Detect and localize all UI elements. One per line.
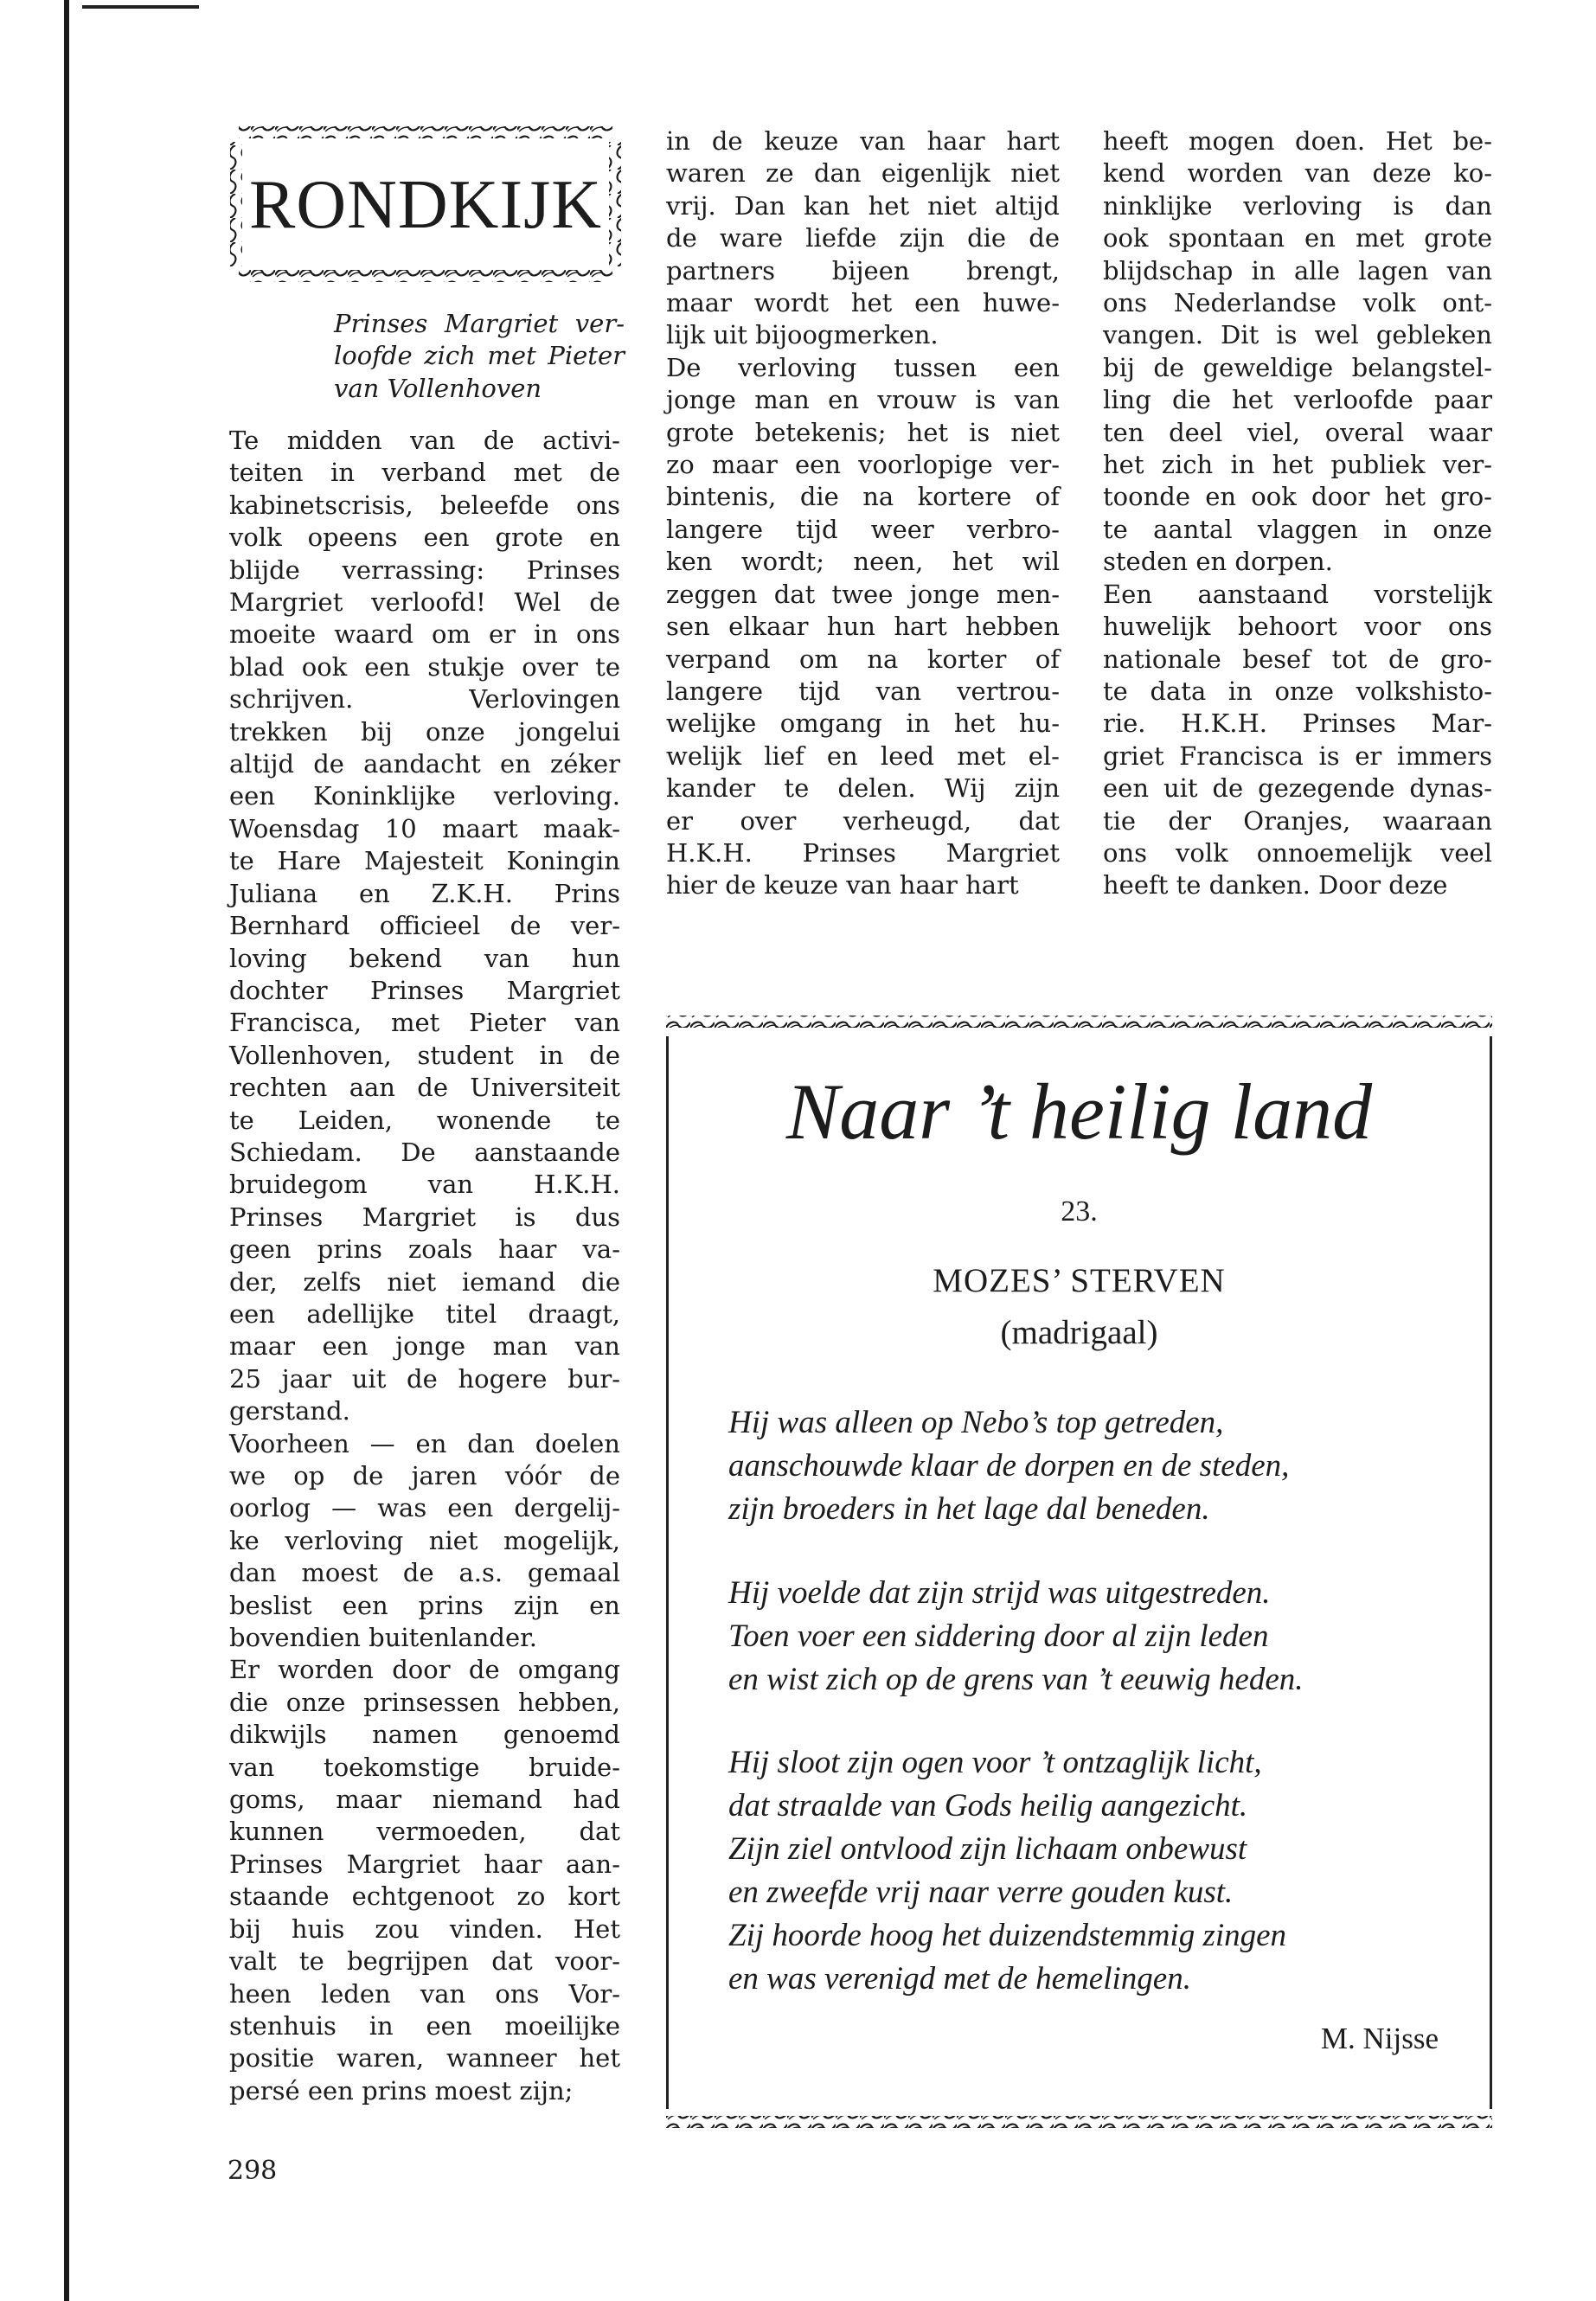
article-line: Een aanstaand vorstelijk	[1103, 579, 1492, 609]
article-line: kunnen vermoeden, dat	[229, 1817, 620, 1847]
article-line: te Hare Majesteit Koningin	[229, 846, 620, 876]
article-line: ken wordt; neen, het wil	[666, 547, 1060, 577]
article-line: heeft te danken. Door deze	[1103, 870, 1448, 901]
article-line: Voorheen — en dan doelen	[229, 1428, 620, 1458]
article-line: bintenis, die na kortere of	[666, 482, 1060, 512]
article-line: de ware liefde zijn die de	[666, 223, 1060, 253]
article-line: zo maar een voorlopige ver-	[666, 450, 1060, 480]
poem-line: Hij voelde dat zijn strijd was uitgestreden.	[728, 1575, 1271, 1611]
article-line: bij huis zou vinden. Het	[229, 1913, 620, 1944]
poem-line: Hij sloot zijn ogen voor ’t ontzaglijk licht,	[728, 1745, 1262, 1780]
article-line: der, zelfs niet iemand die	[229, 1266, 620, 1297]
subtitle-line: van Vollenhoven	[334, 373, 542, 403]
article-line: griet Francisca is er immers	[1103, 740, 1492, 771]
article-line: 25 jaar uit de hogere bur-	[229, 1363, 620, 1394]
article-line: welijk lief en leed met el-	[666, 740, 1060, 771]
article-line: valt te begrijpen dat voor-	[229, 1946, 620, 1977]
article-line: te aantal vlaggen in onze	[1103, 514, 1492, 544]
poem-line: en was verenigd met de hemelingen.	[728, 1961, 1191, 1997]
article-line: bovendien buitenlander.	[229, 1623, 538, 1653]
article-line: jonge man en vrouw is van	[666, 385, 1060, 415]
article-line: ook spontaan en met grote	[1103, 223, 1492, 253]
article-line: ons Nederlandse volk ont-	[1103, 288, 1492, 318]
article-line: welijke omgang in het hu-	[666, 708, 1060, 739]
article-line: ke verloving niet mogelijk,	[229, 1525, 620, 1555]
poem-stanza	[728, 1741, 1286, 2001]
article-line: altijd de aandacht en zéker	[229, 749, 620, 779]
article-line: H.K.H. Prinses Margriet	[666, 837, 1060, 868]
article-line: het zich in het publiek ver-	[1103, 450, 1492, 480]
article-line: Vollenhoven, student in de	[229, 1040, 620, 1070]
article-line: grote betekenis; het is niet	[666, 417, 1060, 447]
poem-genre: (madrigaal)	[1000, 1314, 1158, 1351]
poem-line: aanschouwde klaar de dorpen en de steden,	[728, 1448, 1290, 1484]
article-line: zeggen dat twee jonge men-	[666, 579, 1060, 609]
article-line: langere tijd van vertrou-	[666, 676, 1060, 706]
article-line: Margriet verloofd! Wel de	[229, 587, 620, 618]
article-line: blijde verrassing: Prinses	[229, 554, 620, 585]
article-line: persé een prins moest zijn;	[229, 2075, 574, 2106]
scan-edge-top	[82, 5, 199, 9]
article-line: nationale besef tot de gro-	[1103, 644, 1492, 674]
article-line: verpand om na korter of	[666, 644, 1060, 674]
article-column-1	[229, 425, 620, 2107]
article-line: van toekomstige bruide-	[229, 1752, 620, 1782]
article-line: heen leden van ons Vor-	[229, 1978, 620, 2009]
article-line: dochter Prinses Margriet	[229, 975, 620, 1005]
article-line: Francisca, met Pieter van	[229, 1008, 620, 1038]
article-subtitle	[334, 308, 625, 405]
article-line: Woensdag 10 maart maak-	[229, 813, 620, 843]
article-line: blijdschap in alle lagen van	[1103, 255, 1492, 285]
article-line: Bernhard officieel de ver-	[229, 911, 620, 941]
article-line: oorlog — was een dergelij-	[229, 1493, 620, 1523]
article-line: volk opeens een grote en	[229, 522, 620, 553]
article-line: teiten in verband met de	[229, 458, 620, 488]
article-line: moeite waard om er in ons	[229, 619, 620, 650]
article-line: schrijven. Verlovingen	[229, 684, 620, 715]
article-column-3	[1103, 125, 1492, 902]
scan-edge-left	[64, 0, 69, 2301]
article-line: ten deel viel, overal waar	[1103, 417, 1492, 447]
article-line: toonde en ook door het gro-	[1103, 482, 1492, 512]
poem-title: MOZES’ STERVEN	[933, 1262, 1226, 1299]
poem-line: en zweefde vrij naar verre gouden kust.	[728, 1875, 1234, 1910]
article-line: te data in onze volkshisto-	[1103, 676, 1492, 706]
article-line: rie. H.K.H. Prinses Mar-	[1103, 708, 1492, 739]
poem-stanza	[728, 1572, 1304, 1702]
article-line: loving bekend van hun	[229, 943, 620, 973]
poem-line: Zij hoorde hoog het duizendstemmig zingen	[728, 1918, 1287, 1953]
article-line: positie waren, wanneer het	[229, 2043, 620, 2073]
article-line: kabinetscrisis, beleefde ons	[229, 490, 620, 520]
subtitle-line: loofde zich met Pieter	[334, 341, 625, 371]
article-line: lijk uit bijoogmerken.	[666, 320, 939, 350]
article-line: waren ze dan eigenlijk niet	[666, 158, 1060, 189]
article-line: geen prins zoals haar va-	[229, 1234, 620, 1265]
poem-author: M. Nijsse	[1320, 2022, 1439, 2055]
article-line: ling die het verloofde paar	[1103, 385, 1492, 415]
poem-series-title: Naar ’t heilig land	[785, 1067, 1373, 1156]
article-line: een uit de gezegende dynas-	[1103, 773, 1492, 804]
article-line: sen elkaar hun hart hebben	[666, 612, 1060, 642]
article-line: tie der Oranjes, waaraan	[1103, 805, 1492, 836]
article-line: beslist een prins zijn en	[229, 1590, 620, 1620]
poem-number: 23.	[1061, 1195, 1098, 1227]
article-line: te Leiden, wonende te	[229, 1105, 620, 1135]
article-line: gerstand.	[229, 1396, 350, 1426]
rondkijk-title: RONDKIJK	[249, 167, 602, 243]
article-line: kander te delen. Wij zijn	[666, 773, 1060, 804]
article-line: langere tijd weer verbro-	[666, 514, 1060, 544]
article-line: we op de jaren vóór de	[229, 1461, 620, 1490]
article-line: goms, maar niemand had	[229, 1785, 620, 1815]
article-line: bij de geweldige belangstel-	[1103, 352, 1492, 382]
article-line: bruidegom van H.K.H.	[229, 1170, 620, 1200]
article-line: Juliana en Z.K.H. Prins	[229, 878, 620, 908]
article-line: dikwijls namen genoemd	[229, 1720, 620, 1750]
article-line: blad ook een stukje over te	[229, 651, 620, 682]
article-line: staande echtgenoot zo kort	[229, 1881, 620, 1912]
article-line: dan moest de a.s. gemaal	[229, 1558, 620, 1588]
rondkijk-header	[227, 121, 625, 287]
poem-line: zijn broeders in het lage dal beneden.	[728, 1491, 1210, 1527]
article-line: ninklijke verloving is dan	[1103, 190, 1492, 221]
article-line: kend worden van deze ko-	[1103, 158, 1492, 189]
subtitle-line: Prinses Margriet ver-	[334, 309, 625, 338]
article-line: huwelijk behoort voor ons	[1103, 612, 1492, 642]
article-line: Er worden door de omgang	[229, 1655, 620, 1685]
article-line: trekken bij onze jongelui	[229, 716, 620, 747]
article-line: maar wordt het een huwe-	[666, 288, 1060, 318]
article-line: Prinses Margriet haar aan-	[229, 1849, 620, 1879]
poem-stanza	[728, 1401, 1289, 1531]
article-line: Prinses Margriet is dus	[229, 1202, 620, 1232]
article-line: partners bijeen brengt,	[666, 255, 1060, 285]
article-line: een Koninklijke verloving.	[229, 781, 620, 811]
poem-line: dat straalde van Gods heilig aangezicht.	[728, 1788, 1248, 1823]
poem-box	[666, 995, 1492, 2163]
article-line: heeft mogen doen. Het be-	[1103, 126, 1492, 156]
article-line: rechten aan de Universiteit	[229, 1073, 620, 1103]
poem-line: Toen voer een siddering door al zijn leden	[728, 1618, 1269, 1654]
article-line: Te midden van de activi-	[229, 426, 620, 455]
article-line: De verloving tussen een	[666, 352, 1060, 382]
article-line: een adellijke titel draagt,	[229, 1298, 620, 1329]
poem-line: en wist zich op de grens van ’t eeuwig heden.	[728, 1662, 1304, 1697]
page-number: 298	[228, 2156, 278, 2186]
article-line: stenhuis in een moeilijke	[229, 2010, 620, 2041]
article-line: hier de keuze van haar hart	[666, 870, 1019, 901]
article-line: Schiedam. De aanstaande	[229, 1137, 620, 1167]
poem-line: Zijn ziel ontvlood zijn lichaam onbewust	[728, 1831, 1247, 1867]
article-line: vrij. Dan kan het niet altijd	[666, 190, 1060, 221]
article-line: vangen. Dit is wel gebleken	[1103, 320, 1492, 350]
article-line: in de keuze van haar hart	[666, 126, 1060, 156]
article-line: er over verheugd, dat	[666, 805, 1060, 836]
article-column-2	[666, 125, 1060, 902]
article-line: die onze prinsessen hebben,	[229, 1687, 620, 1717]
article-line: steden en dorpen.	[1103, 547, 1333, 577]
article-line: maar een jonge man van	[229, 1331, 620, 1362]
article-line: ons volk onnoemelijk veel	[1103, 837, 1492, 868]
poem-line: Hij was alleen op Nebo’s top getreden,	[728, 1405, 1224, 1440]
